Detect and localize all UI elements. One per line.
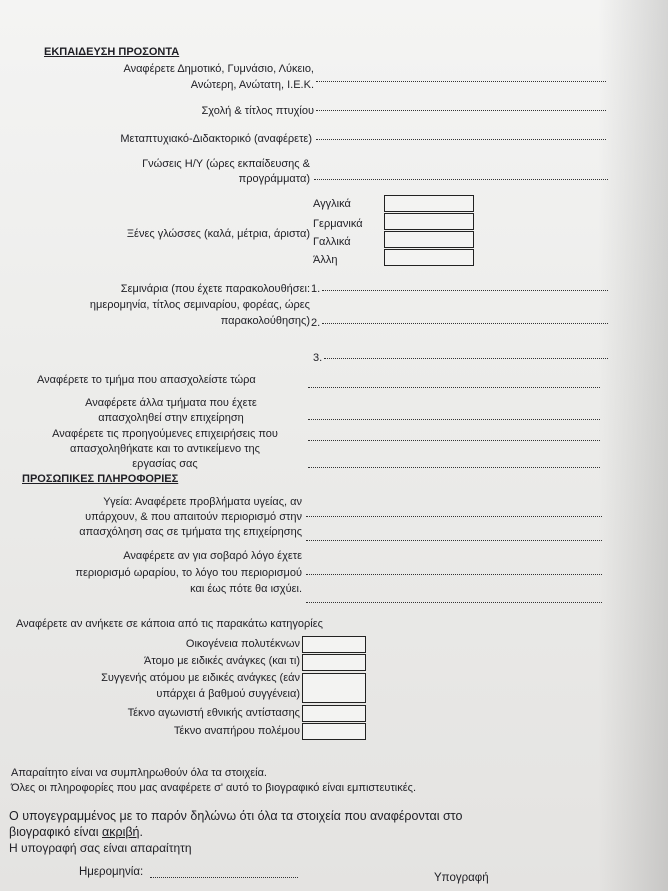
seminar-number-3: 3. [313, 352, 323, 364]
war-disabled-child-label: Τέκνο αναπήρου πολέμου [173, 725, 300, 737]
other-depts-label-line1: Αναφέρετε άλλα τμήματα που έχετε [85, 397, 257, 409]
seminar-field-3[interactable] [324, 358, 608, 359]
seminar-field-1[interactable] [322, 290, 608, 291]
computer-skills-label-line2: προγράμματα) [238, 173, 310, 185]
school-level-label-line1: Αναφέρετε Δημοτικό, Γυμνάσιο, Λύκειο, [123, 63, 314, 75]
degree-field[interactable] [316, 110, 606, 111]
previous-employers-label-line3: εργασίας σας [132, 458, 198, 470]
other-depts-field[interactable] [308, 419, 600, 420]
language-french-label: Γαλλικά [313, 236, 351, 248]
language-other-label: Άλλη [313, 254, 338, 266]
date-field[interactable] [150, 877, 298, 878]
relative-special-needs-label-line1: Συγγενής ατόμου με ειδικές ανάγκες (εάν [101, 672, 300, 684]
health-field-2[interactable] [306, 540, 602, 541]
language-german-box[interactable] [384, 213, 474, 230]
seminar-number-1: 1. [311, 283, 321, 295]
seminars-label-line3: παρακολούθησης) [220, 315, 310, 327]
computer-skills-label-line1: Γνώσεις Η/Υ (ώρες εκπαίδευσης & [142, 158, 310, 170]
schedule-field-2[interactable] [306, 602, 602, 603]
health-field-1[interactable] [306, 516, 602, 517]
seminars-label-line1: Σεμινάρια (που έχετε παρακολουθήσει: [120, 283, 310, 295]
current-dept-label: Αναφέρετε το τμήμα που απασχολείστε τώρα [37, 374, 256, 386]
confidential-note: Όλες οι πληροφορίες που μας αναφέρετε σ' αυτό το βιογραφικό είναι εμπιστευτικές. [11, 782, 417, 794]
schedule-label-line2: περιορισμό ωραρίου, το λόγο του περιορισμού [75, 567, 302, 579]
declaration-accurate-word: ακριβή [102, 825, 140, 839]
declaration-line1: Ο υπογεγραμμένος με το παρόν δηλώνω ότι όλα τα στοιχεία που αναφέρονται στο [9, 809, 463, 823]
school-level-field[interactable] [316, 81, 606, 82]
signature-required-note: Η υπογραφή σας είναι απαραίτητη [9, 841, 192, 855]
personal-heading: ΠΡΟΣΩΠΙΚΕΣ ΠΛΗΡΟΦΟΡΙΕΣ [22, 473, 179, 485]
degree-label: Σχολή & τίτλος πτυχίου [201, 105, 314, 117]
current-dept-field[interactable] [308, 387, 600, 388]
special-needs-label: Άτομο με ειδικές ανάγκες (και τι) [144, 655, 300, 667]
seminar-field-2[interactable] [322, 323, 608, 324]
schedule-field-1[interactable] [306, 574, 602, 575]
large-family-box[interactable] [302, 636, 366, 653]
computer-skills-field[interactable] [314, 179, 608, 180]
date-label: Ημερομηνία: [79, 866, 144, 878]
previous-employers-field-2[interactable] [308, 467, 600, 468]
categories-intro: Αναφέρετε αν ανήκετε σε κάποια από τις παρακάτω κατηγορίες [16, 618, 323, 630]
schedule-label-line1: Αναφέρετε αν για σοβαρό λόγο έχετε [123, 550, 302, 562]
language-french-box[interactable] [384, 231, 474, 248]
language-german-label: Γερμανικά [313, 218, 363, 230]
school-level-label-line2: Ανώτερη, Ανώτατη, Ι.Ε.Κ. [190, 79, 314, 91]
large-family-label: Οικογένεια πολυτέκνων [185, 638, 300, 650]
special-needs-box[interactable] [302, 654, 366, 671]
declaration-text: βιογραφικό είναι [9, 825, 102, 839]
resistance-child-label: Τέκνο αγωνιστή εθνικής αντίστασης [127, 707, 300, 719]
seminar-number-2: 2. [311, 317, 321, 329]
signature-label: Υπογραφή [434, 872, 489, 884]
resistance-child-box[interactable] [302, 705, 366, 722]
war-disabled-child-box[interactable] [302, 723, 366, 740]
health-label-line3: απασχόληση σας σε τμήματα της επιχείρησης [79, 526, 302, 538]
previous-employers-label-line2: απασχοληθήκατε και το αντικείμενο της [70, 443, 260, 455]
declaration-period: . [139, 825, 143, 839]
relative-special-needs-label-line2: υπάρχει ά βαθμού συγγένεια) [156, 688, 300, 700]
schedule-label-line3: και έως πότε θα ισχύει. [190, 583, 302, 595]
language-english-label: Αγγλικά [313, 198, 351, 210]
language-english-box[interactable] [384, 195, 474, 212]
postgrad-label: Μεταπτυχιακό-Διδακτορικό (αναφέρετε) [120, 133, 312, 145]
health-label-line1: Υγεία: Αναφέρετε προβλήματα υγείας, αν [103, 496, 302, 508]
declaration-line2 [9, 824, 143, 840]
education-heading: ΕΚΠΑΙΔΕΥΣΗ ΠΡΟΣΟΝΤΑ [44, 46, 180, 58]
page-shadow [598, 0, 668, 891]
previous-employers-label-line1: Αναφέρετε τις προηγούμενες επιχειρήσεις που [52, 428, 278, 440]
mandatory-note: Απαραίτητο είναι να συμπληρωθούν όλα τα στοιχεία. [11, 767, 267, 779]
previous-employers-field-1[interactable] [308, 440, 600, 441]
postgrad-field[interactable] [316, 139, 606, 140]
seminars-label-line2: ημερομηνία, τίτλος σεμιναρίου, φορέας, ώρες [89, 299, 310, 311]
relative-special-needs-box[interactable] [302, 673, 366, 703]
other-depts-label-line2: απασχοληθεί στην επιχείρηση [98, 412, 244, 424]
languages-label: Ξένες γλώσσες (καλά, μέτρια, άριστα) [126, 228, 310, 240]
health-label-line2: υπάρχουν, & που απαιτούν περιορισμό στην [85, 511, 302, 523]
language-other-box[interactable] [384, 249, 474, 266]
